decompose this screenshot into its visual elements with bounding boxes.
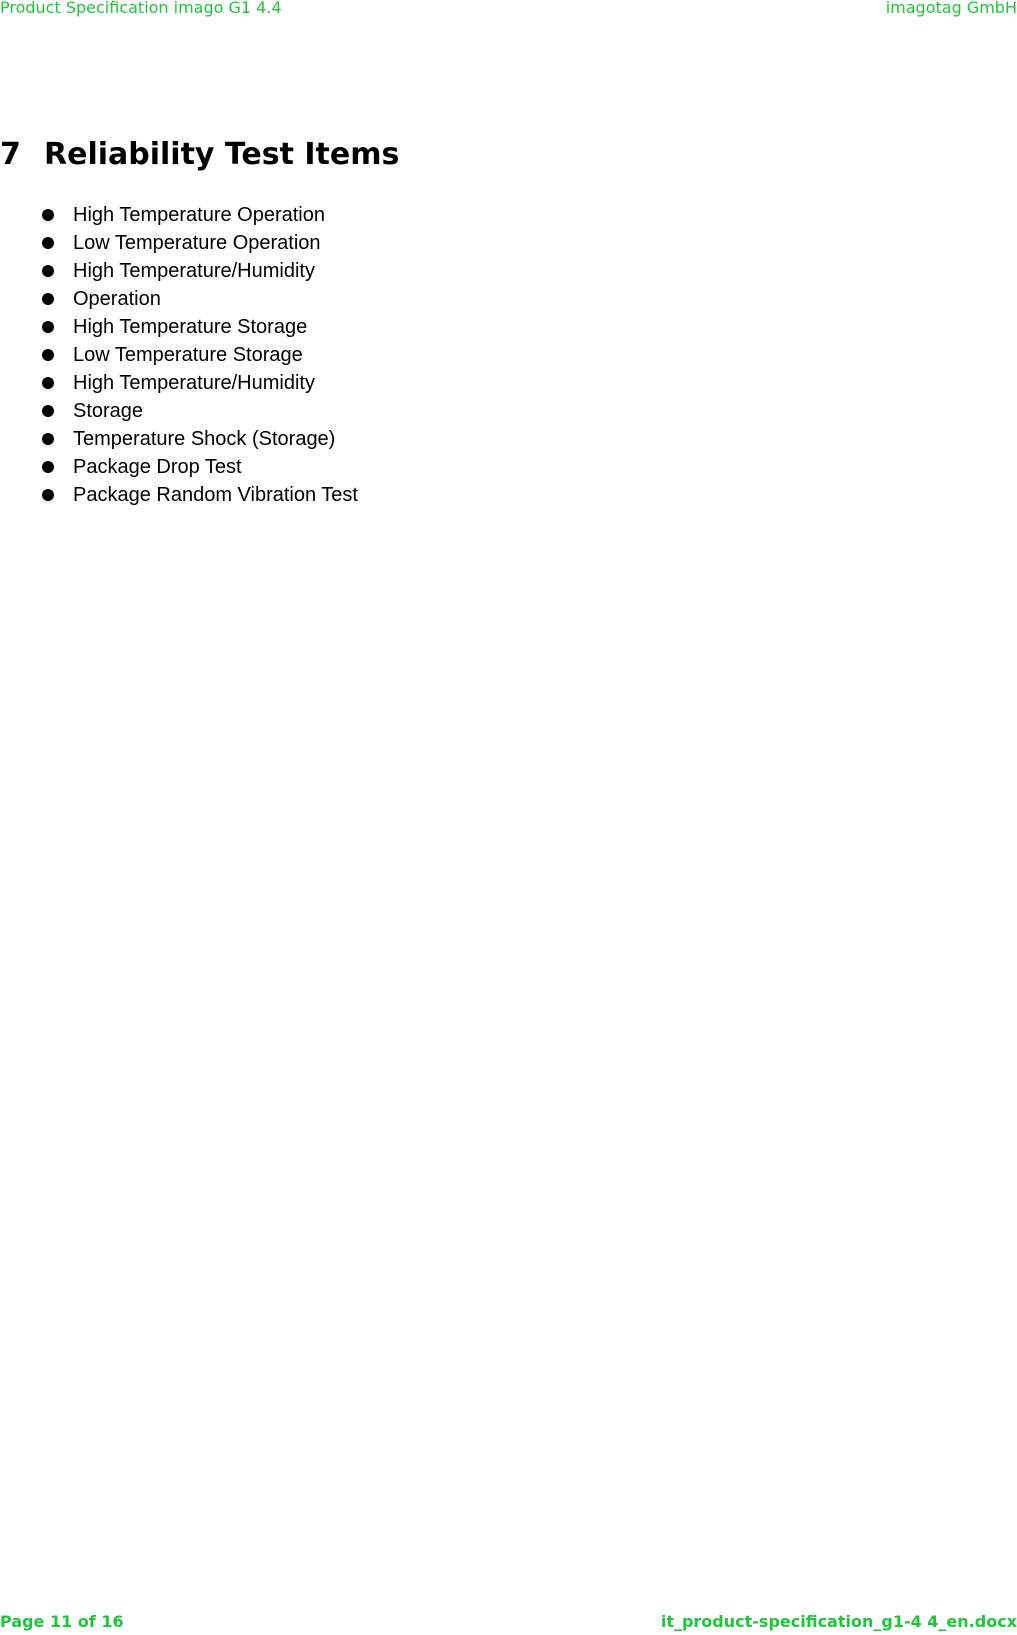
list-item-label: High Temperature Storage: [73, 316, 308, 338]
bullet-icon: [42, 209, 54, 221]
bullet-icon: [42, 293, 54, 305]
section-heading: [0, 137, 400, 172]
list-item-label: Package Random Vibration Test: [73, 484, 358, 506]
header-company-name: imagotag GmbH: [885, 0, 1017, 17]
bullet-icon: [42, 265, 54, 277]
section-title: Reliability Test Items: [44, 137, 400, 172]
bullet-icon: [42, 349, 54, 361]
bullet-icon: [42, 405, 54, 417]
list-item-label: High Temperature/Humidity: [73, 260, 315, 282]
list-item-label: Storage: [73, 400, 144, 422]
list-item-label: Package Drop Test: [73, 456, 242, 478]
footer-page-number: Page 11 of 16: [0, 1612, 124, 1631]
bullet-icon: [42, 237, 54, 249]
bullet-icon: [42, 321, 54, 333]
list-item-label: High Temperature/Humidity: [73, 372, 315, 394]
footer-file-name: it_product-specification_g1-4 4_en.docx: [660, 1612, 1017, 1631]
bullet-icon: [42, 461, 54, 473]
bullet-icon: [42, 489, 54, 501]
list-item-label: Temperature Shock (Storage): [73, 428, 336, 450]
list-item-label: High Temperature Operation: [73, 204, 325, 226]
header-document-title: Product Specification imago G1 4.4: [0, 0, 282, 17]
list-item-label: Low Temperature Storage: [73, 344, 303, 366]
section-number: 7: [0, 137, 21, 172]
bullet-icon: [42, 433, 54, 445]
list-item-label: Operation: [73, 288, 161, 310]
bullet-icon: [42, 377, 54, 389]
list-item-label: Low Temperature Operation: [73, 232, 321, 254]
